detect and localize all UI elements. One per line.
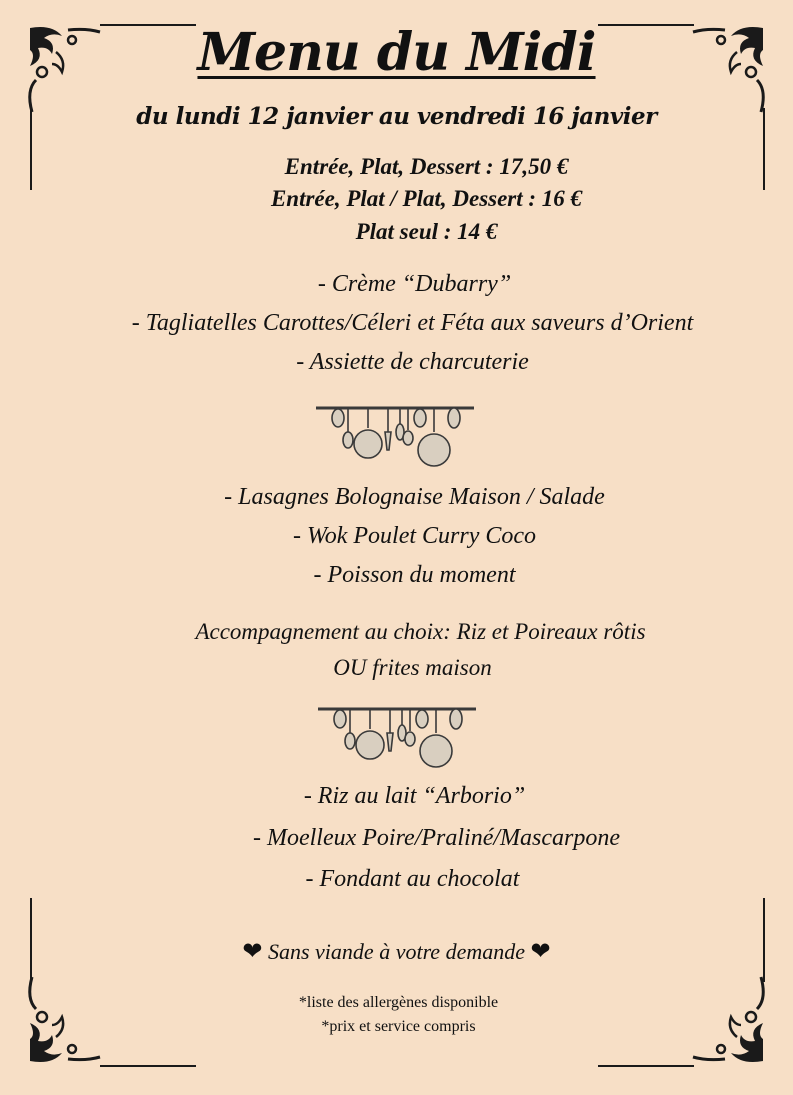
accompagnement-line: OU frites maison <box>333 655 492 680</box>
plat-item: - Poisson du moment <box>313 562 516 588</box>
accompagnement-line: Accompagnement au choix: Riz et Poireaux rôtis <box>195 619 646 644</box>
hanging-utensils-icon <box>312 402 478 468</box>
footnote: *liste des allergènes disponible <box>298 994 499 1011</box>
entree-item: - Assiette de charcuterie <box>296 349 529 375</box>
frame-line <box>100 1065 196 1067</box>
menu-dates: du lundi 12 janvier au vendredi 16 janvier <box>136 103 657 130</box>
dessert-item: - Riz au lait “Arborio” <box>303 783 526 809</box>
menu-title: Menu du Midi <box>197 22 596 83</box>
hanging-utensils-icon <box>314 703 480 769</box>
entree-item: - Tagliatelles Carottes/Céleri et Féta aux saveurs d’Orient <box>131 310 694 336</box>
entree-item: - Crème “Dubarry” <box>317 271 512 297</box>
veggie-note <box>0 937 793 966</box>
plat-item: - Lasagnes Bolognaise Maison / Salade <box>224 484 605 510</box>
price-line: Plat seul : 14 € <box>355 219 498 244</box>
heart-icon: ❤ <box>242 939 263 965</box>
plat-item: - Wok Poulet Curry Coco <box>292 523 537 549</box>
veggie-text: Sans viande à votre demande <box>267 939 525 964</box>
dessert-item: - Moelleux Poire/Praliné/Mascarpone <box>252 825 620 851</box>
dessert-item: - Fondant au chocolat <box>305 866 520 892</box>
frame-line <box>598 1065 694 1067</box>
price-line: Entrée, Plat / Plat, Dessert : 16 € <box>270 186 583 211</box>
footnote: *prix et service compris <box>321 1018 476 1035</box>
price-line: Entrée, Plat, Dessert : 17,50 € <box>284 154 569 179</box>
heart-icon: ❤ <box>530 939 551 965</box>
